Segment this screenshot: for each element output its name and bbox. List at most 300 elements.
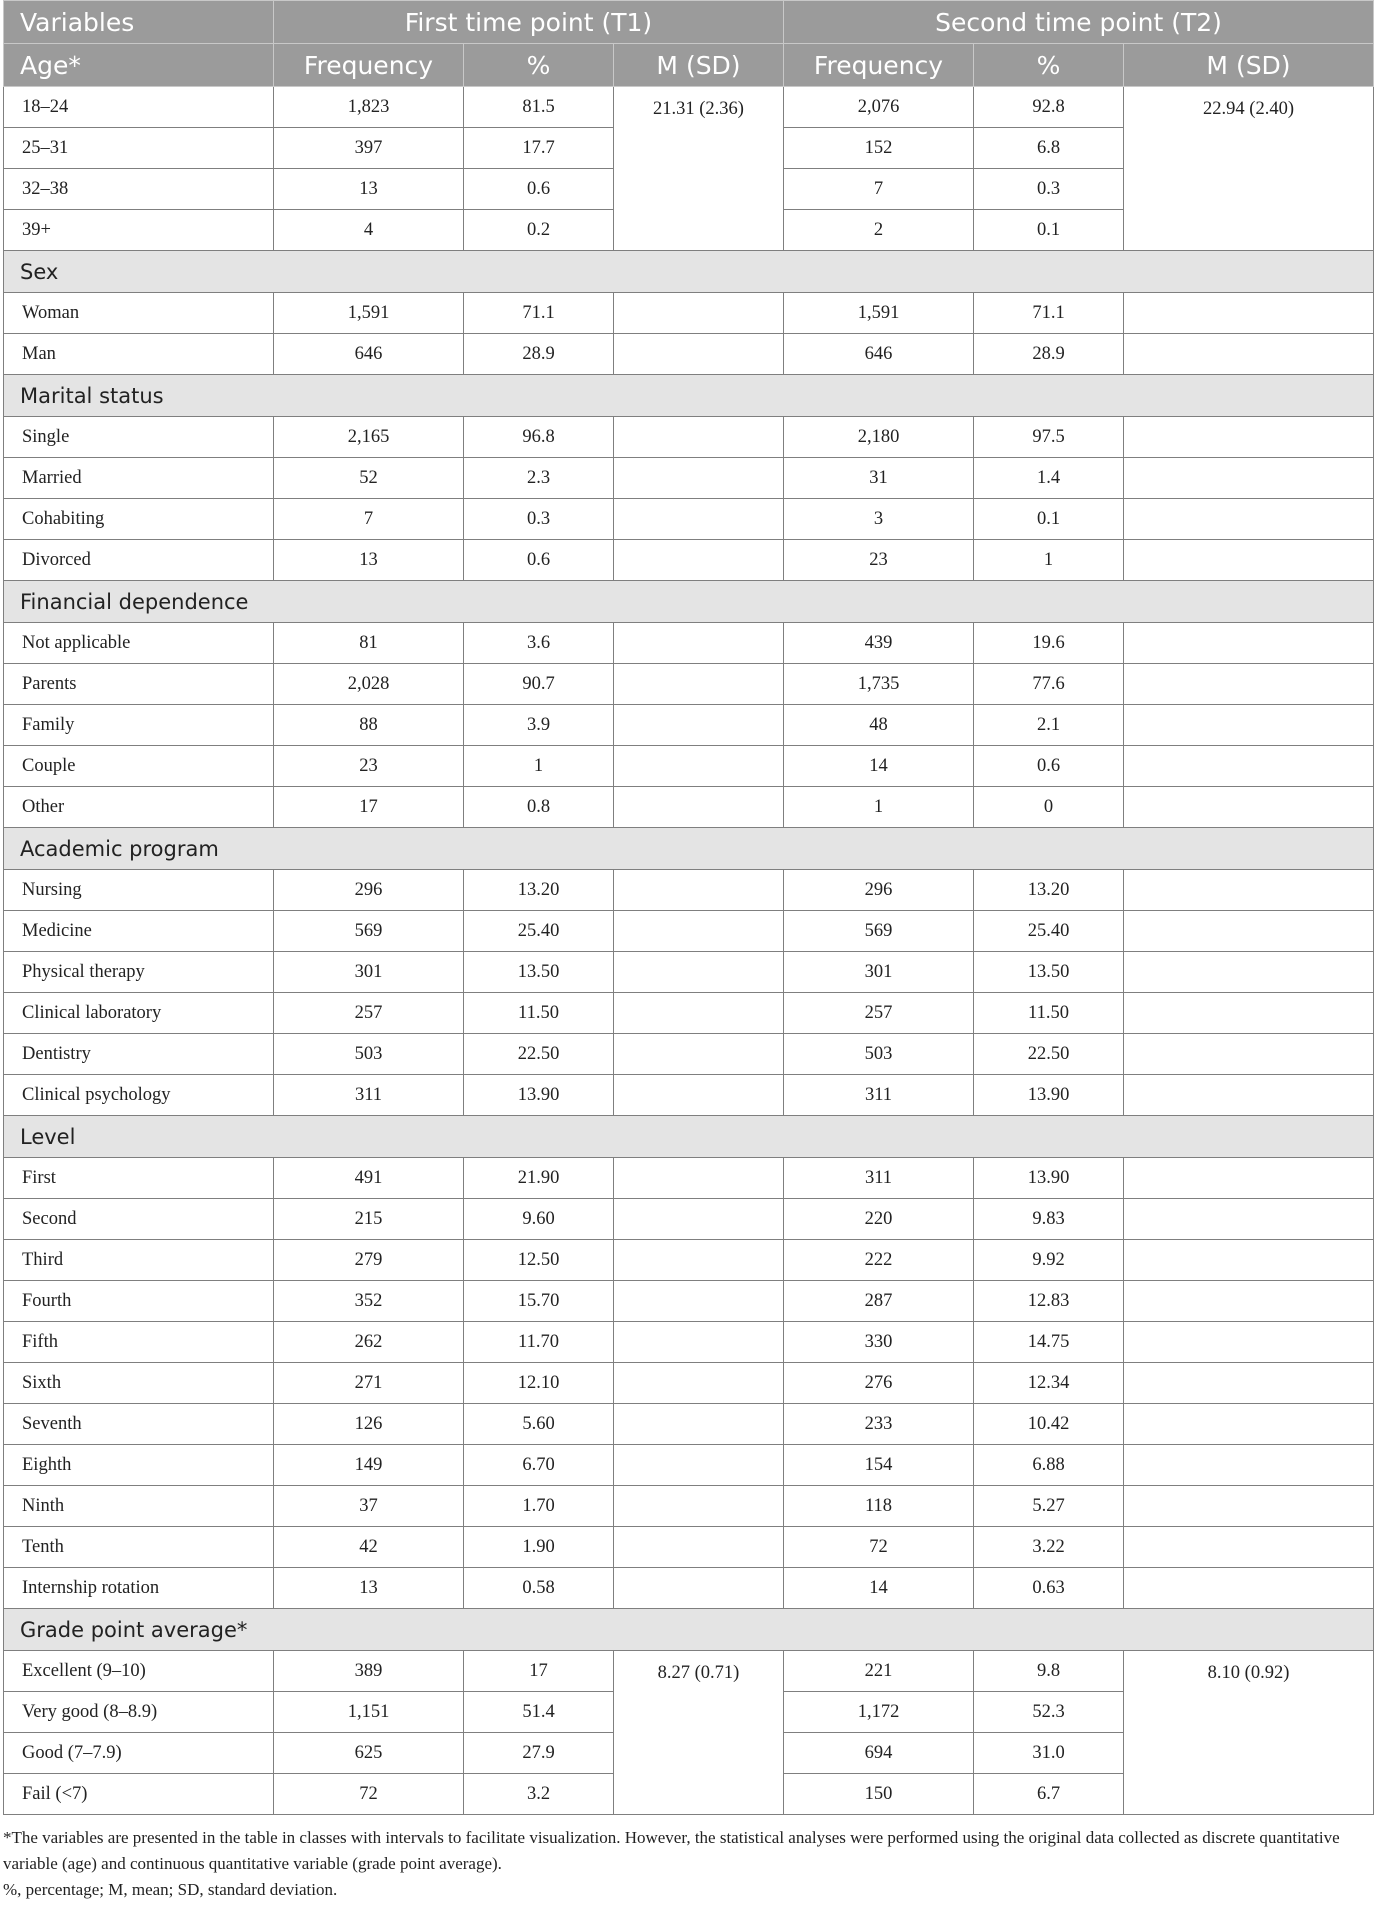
percent-t1: 81.5 bbox=[464, 87, 614, 128]
mean-sd-t2-empty bbox=[1124, 1158, 1374, 1199]
frequency-t2: 222 bbox=[784, 1240, 974, 1281]
header-t2: Second time point (T2) bbox=[784, 1, 1374, 44]
table-row bbox=[4, 787, 1374, 828]
percent-t1: 28.9 bbox=[464, 334, 614, 375]
table-row bbox=[4, 1527, 1374, 1568]
section-header-gpa bbox=[4, 1609, 1374, 1651]
frequency-t2: 31 bbox=[784, 458, 974, 499]
frequency-t1: 262 bbox=[274, 1322, 464, 1363]
percent-t1: 1.90 bbox=[464, 1527, 614, 1568]
table-header bbox=[4, 1, 1374, 87]
header-msd-t2: M (SD) bbox=[1124, 44, 1374, 87]
frequency-t1: 215 bbox=[274, 1199, 464, 1240]
mean-sd-t2-empty bbox=[1124, 1527, 1374, 1568]
mean-sd-t1: 8.27 (0.71) bbox=[614, 1651, 784, 1815]
frequency-t2: 311 bbox=[784, 1158, 974, 1199]
frequency-t2: 287 bbox=[784, 1281, 974, 1322]
frequency-t1: 296 bbox=[274, 870, 464, 911]
frequency-t1: 389 bbox=[274, 1651, 464, 1692]
percent-t2: 25.40 bbox=[974, 911, 1124, 952]
header-t1: First time point (T1) bbox=[274, 1, 784, 44]
mean-sd-t1-empty bbox=[614, 911, 784, 952]
percent-t2: 0.3 bbox=[974, 169, 1124, 210]
row-label: Fourth bbox=[4, 1281, 274, 1322]
percent-t1: 11.70 bbox=[464, 1322, 614, 1363]
percent-t1: 17 bbox=[464, 1651, 614, 1692]
header-percent-t1: % bbox=[464, 44, 614, 87]
row-label: Single bbox=[4, 417, 274, 458]
frequency-t2: 233 bbox=[784, 1404, 974, 1445]
row-label: Fifth bbox=[4, 1322, 274, 1363]
frequency-t2: 220 bbox=[784, 1199, 974, 1240]
percent-t2: 10.42 bbox=[974, 1404, 1124, 1445]
percent-t1: 96.8 bbox=[464, 417, 614, 458]
demographics-table bbox=[3, 0, 1374, 1815]
mean-sd-t2-empty bbox=[1124, 1281, 1374, 1322]
mean-sd-t1-empty bbox=[614, 1199, 784, 1240]
table-row bbox=[4, 870, 1374, 911]
mean-sd-t2-empty bbox=[1124, 1199, 1374, 1240]
row-label: Excellent (9–10) bbox=[4, 1651, 274, 1692]
percent-t2: 12.34 bbox=[974, 1363, 1124, 1404]
percent-t2: 9.83 bbox=[974, 1199, 1124, 1240]
percent-t2: 0.63 bbox=[974, 1568, 1124, 1609]
percent-t2: 0 bbox=[974, 787, 1124, 828]
table-row bbox=[4, 1486, 1374, 1527]
frequency-t1: 149 bbox=[274, 1445, 464, 1486]
frequency-t2: 1,735 bbox=[784, 664, 974, 705]
frequency-t2: 221 bbox=[784, 1651, 974, 1692]
frequency-t1: 2,165 bbox=[274, 417, 464, 458]
frequency-t2: 646 bbox=[784, 334, 974, 375]
frequency-t1: 88 bbox=[274, 705, 464, 746]
row-label: Family bbox=[4, 705, 274, 746]
frequency-t1: 311 bbox=[274, 1075, 464, 1116]
frequency-t1: 13 bbox=[274, 540, 464, 581]
footnote-abbreviations: %, percentage; M, mean; SD, standard deviation. bbox=[3, 1880, 338, 1899]
mean-sd-t1-empty bbox=[614, 705, 784, 746]
row-label: Married bbox=[4, 458, 274, 499]
frequency-t2: 2,076 bbox=[784, 87, 974, 128]
row-label: Not applicable bbox=[4, 623, 274, 664]
section-header-program bbox=[4, 828, 1374, 870]
row-label: 39+ bbox=[4, 210, 274, 251]
table-row bbox=[4, 417, 1374, 458]
frequency-t2: 569 bbox=[784, 911, 974, 952]
mean-sd-t1-empty bbox=[614, 952, 784, 993]
percent-t1: 17.7 bbox=[464, 128, 614, 169]
table-footnotes bbox=[3, 1825, 1371, 1903]
percent-t2: 5.27 bbox=[974, 1486, 1124, 1527]
frequency-t1: 7 bbox=[274, 499, 464, 540]
mean-sd-t2-empty bbox=[1124, 540, 1374, 581]
table-row bbox=[4, 1075, 1374, 1116]
frequency-t1: 52 bbox=[274, 458, 464, 499]
frequency-t2: 154 bbox=[784, 1445, 974, 1486]
percent-t2: 11.50 bbox=[974, 993, 1124, 1034]
table-row bbox=[4, 1445, 1374, 1486]
table-row bbox=[4, 746, 1374, 787]
mean-sd-t2-empty bbox=[1124, 705, 1374, 746]
percent-t1: 13.20 bbox=[464, 870, 614, 911]
mean-sd-t1-empty bbox=[614, 1363, 784, 1404]
mean-sd-t1-empty bbox=[614, 334, 784, 375]
frequency-t1: 1,823 bbox=[274, 87, 464, 128]
table-row bbox=[4, 1568, 1374, 1609]
frequency-t1: 503 bbox=[274, 1034, 464, 1075]
frequency-t2: 150 bbox=[784, 1774, 974, 1815]
section-title: Financial dependence bbox=[4, 581, 1374, 623]
percent-t2: 77.6 bbox=[974, 664, 1124, 705]
percent-t1: 0.8 bbox=[464, 787, 614, 828]
percent-t1: 3.2 bbox=[464, 1774, 614, 1815]
percent-t2: 12.83 bbox=[974, 1281, 1124, 1322]
percent-t2: 6.88 bbox=[974, 1445, 1124, 1486]
mean-sd-t2-empty bbox=[1124, 787, 1374, 828]
percent-t1: 3.9 bbox=[464, 705, 614, 746]
mean-sd-t2-empty bbox=[1124, 993, 1374, 1034]
mean-sd-t2-empty bbox=[1124, 911, 1374, 952]
frequency-t2: 3 bbox=[784, 499, 974, 540]
row-label: First bbox=[4, 1158, 274, 1199]
table-row bbox=[4, 458, 1374, 499]
row-label: Second bbox=[4, 1199, 274, 1240]
percent-t2: 6.7 bbox=[974, 1774, 1124, 1815]
mean-sd-t1-empty bbox=[614, 1158, 784, 1199]
header-frequency-t1: Frequency bbox=[274, 44, 464, 87]
mean-sd-t2-empty bbox=[1124, 1445, 1374, 1486]
frequency-t1: 17 bbox=[274, 787, 464, 828]
percent-t1: 1 bbox=[464, 746, 614, 787]
frequency-t1: 352 bbox=[274, 1281, 464, 1322]
table-row bbox=[4, 952, 1374, 993]
header-row-1 bbox=[4, 1, 1374, 44]
percent-t1: 22.50 bbox=[464, 1034, 614, 1075]
frequency-t1: 257 bbox=[274, 993, 464, 1034]
percent-t1: 1.70 bbox=[464, 1486, 614, 1527]
percent-t1: 25.40 bbox=[464, 911, 614, 952]
table-row bbox=[4, 540, 1374, 581]
row-label: Other bbox=[4, 787, 274, 828]
table-row bbox=[4, 705, 1374, 746]
percent-t1: 0.3 bbox=[464, 499, 614, 540]
table-row bbox=[4, 1404, 1374, 1445]
row-label: 18–24 bbox=[4, 87, 274, 128]
row-label: 32–38 bbox=[4, 169, 274, 210]
mean-sd-t2-empty bbox=[1124, 623, 1374, 664]
mean-sd-t2-empty bbox=[1124, 1568, 1374, 1609]
mean-sd-t1: 21.31 (2.36) bbox=[614, 87, 784, 251]
frequency-t1: 4 bbox=[274, 210, 464, 251]
frequency-t1: 397 bbox=[274, 128, 464, 169]
section-title: Marital status bbox=[4, 375, 1374, 417]
frequency-t2: 2 bbox=[784, 210, 974, 251]
percent-t2: 13.90 bbox=[974, 1075, 1124, 1116]
row-label: Clinical laboratory bbox=[4, 993, 274, 1034]
mean-sd-t1-empty bbox=[614, 1281, 784, 1322]
row-label: Medicine bbox=[4, 911, 274, 952]
row-label: Woman bbox=[4, 293, 274, 334]
header-frequency-t2: Frequency bbox=[784, 44, 974, 87]
section-header-financial bbox=[4, 581, 1374, 623]
mean-sd-t1-empty bbox=[614, 1075, 784, 1116]
frequency-t2: 276 bbox=[784, 1363, 974, 1404]
percent-t1: 13.90 bbox=[464, 1075, 614, 1116]
row-label: Good (7–7.9) bbox=[4, 1733, 274, 1774]
percent-t2: 14.75 bbox=[974, 1322, 1124, 1363]
frequency-t1: 72 bbox=[274, 1774, 464, 1815]
row-label: 25–31 bbox=[4, 128, 274, 169]
table-row bbox=[4, 1651, 1374, 1692]
row-label: Cohabiting bbox=[4, 499, 274, 540]
mean-sd-t2-empty bbox=[1124, 1240, 1374, 1281]
frequency-t2: 301 bbox=[784, 952, 974, 993]
mean-sd-t2-empty bbox=[1124, 458, 1374, 499]
frequency-t1: 301 bbox=[274, 952, 464, 993]
table-row bbox=[4, 1322, 1374, 1363]
mean-sd-t2-empty bbox=[1124, 1075, 1374, 1116]
percent-t1: 51.4 bbox=[464, 1692, 614, 1733]
row-label: Couple bbox=[4, 746, 274, 787]
mean-sd-t2-empty bbox=[1124, 417, 1374, 458]
mean-sd-t1-empty bbox=[614, 1404, 784, 1445]
percent-t1: 0.2 bbox=[464, 210, 614, 251]
percent-t2: 13.20 bbox=[974, 870, 1124, 911]
percent-t1: 90.7 bbox=[464, 664, 614, 705]
table-row bbox=[4, 1158, 1374, 1199]
mean-sd-t2-empty bbox=[1124, 1363, 1374, 1404]
row-label: Tenth bbox=[4, 1527, 274, 1568]
table-row bbox=[4, 1281, 1374, 1322]
section-title: Sex bbox=[4, 251, 1374, 293]
mean-sd-t1-empty bbox=[614, 993, 784, 1034]
percent-t2: 9.92 bbox=[974, 1240, 1124, 1281]
section-title: Level bbox=[4, 1116, 1374, 1158]
frequency-t1: 81 bbox=[274, 623, 464, 664]
header-age: Age* bbox=[4, 44, 274, 87]
mean-sd-t1-empty bbox=[614, 458, 784, 499]
percent-t2: 2.1 bbox=[974, 705, 1124, 746]
frequency-t1: 625 bbox=[274, 1733, 464, 1774]
footnote-asterisk: *The variables are presented in the table in classes with intervals to facilitate visualization. However, the statistical analyses were performed using the original data collected as discrete quantitative variable (age) and continuous quantitative variable (grade point average). bbox=[3, 1828, 1340, 1873]
percent-t2: 13.50 bbox=[974, 952, 1124, 993]
row-label: Third bbox=[4, 1240, 274, 1281]
frequency-t2: 439 bbox=[784, 623, 974, 664]
table-row bbox=[4, 1240, 1374, 1281]
mean-sd-t1-empty bbox=[614, 540, 784, 581]
mean-sd-t2-empty bbox=[1124, 746, 1374, 787]
frequency-t2: 1 bbox=[784, 787, 974, 828]
section-title: Academic program bbox=[4, 828, 1374, 870]
percent-t2: 28.9 bbox=[974, 334, 1124, 375]
mean-sd-t2-empty bbox=[1124, 1404, 1374, 1445]
frequency-t1: 23 bbox=[274, 746, 464, 787]
row-label: Internship rotation bbox=[4, 1568, 274, 1609]
row-label: Divorced bbox=[4, 540, 274, 581]
percent-t2: 0.1 bbox=[974, 499, 1124, 540]
percent-t1: 15.70 bbox=[464, 1281, 614, 1322]
row-label: Eighth bbox=[4, 1445, 274, 1486]
percent-t1: 5.60 bbox=[464, 1404, 614, 1445]
row-label: Sixth bbox=[4, 1363, 274, 1404]
mean-sd-t1-empty bbox=[614, 664, 784, 705]
row-label: Fail (<7) bbox=[4, 1774, 274, 1815]
table-body bbox=[4, 87, 1374, 1815]
row-label: Very good (8–8.9) bbox=[4, 1692, 274, 1733]
frequency-t2: 7 bbox=[784, 169, 974, 210]
table-row bbox=[4, 623, 1374, 664]
mean-sd-t1-empty bbox=[614, 1322, 784, 1363]
frequency-t1: 126 bbox=[274, 1404, 464, 1445]
frequency-t2: 23 bbox=[784, 540, 974, 581]
frequency-t2: 257 bbox=[784, 993, 974, 1034]
mean-sd-t2-empty bbox=[1124, 293, 1374, 334]
header-percent-t2: % bbox=[974, 44, 1124, 87]
percent-t2: 31.0 bbox=[974, 1733, 1124, 1774]
mean-sd-t2-empty bbox=[1124, 1486, 1374, 1527]
percent-t2: 22.50 bbox=[974, 1034, 1124, 1075]
section-header-sex bbox=[4, 251, 1374, 293]
mean-sd-t1-empty bbox=[614, 1240, 784, 1281]
percent-t1: 11.50 bbox=[464, 993, 614, 1034]
table-row bbox=[4, 1199, 1374, 1240]
frequency-t1: 271 bbox=[274, 1363, 464, 1404]
frequency-t1: 37 bbox=[274, 1486, 464, 1527]
percent-t2: 1 bbox=[974, 540, 1124, 581]
frequency-t2: 296 bbox=[784, 870, 974, 911]
percent-t2: 13.90 bbox=[974, 1158, 1124, 1199]
mean-sd-t1-empty bbox=[614, 417, 784, 458]
mean-sd-t2-empty bbox=[1124, 499, 1374, 540]
frequency-t2: 118 bbox=[784, 1486, 974, 1527]
row-label: Parents bbox=[4, 664, 274, 705]
row-label: Seventh bbox=[4, 1404, 274, 1445]
percent-t1: 2.3 bbox=[464, 458, 614, 499]
mean-sd-t2: 8.10 (0.92) bbox=[1124, 1651, 1374, 1815]
percent-t2: 52.3 bbox=[974, 1692, 1124, 1733]
header-msd-t1: M (SD) bbox=[614, 44, 784, 87]
frequency-t1: 569 bbox=[274, 911, 464, 952]
frequency-t2: 14 bbox=[784, 746, 974, 787]
row-label: Dentistry bbox=[4, 1034, 274, 1075]
row-label: Nursing bbox=[4, 870, 274, 911]
frequency-t2: 694 bbox=[784, 1733, 974, 1774]
percent-t2: 3.22 bbox=[974, 1527, 1124, 1568]
section-header-marital bbox=[4, 375, 1374, 417]
frequency-t2: 1,172 bbox=[784, 1692, 974, 1733]
percent-t1: 21.90 bbox=[464, 1158, 614, 1199]
mean-sd-t2-empty bbox=[1124, 1034, 1374, 1075]
mean-sd-t1-empty bbox=[614, 1034, 784, 1075]
row-label: Physical therapy bbox=[4, 952, 274, 993]
frequency-t1: 2,028 bbox=[274, 664, 464, 705]
percent-t2: 97.5 bbox=[974, 417, 1124, 458]
percent-t2: 9.8 bbox=[974, 1651, 1124, 1692]
percent-t1: 0.58 bbox=[464, 1568, 614, 1609]
mean-sd-t1-empty bbox=[614, 870, 784, 911]
mean-sd-t1-empty bbox=[614, 1527, 784, 1568]
frequency-t1: 279 bbox=[274, 1240, 464, 1281]
percent-t1: 0.6 bbox=[464, 169, 614, 210]
frequency-t2: 152 bbox=[784, 128, 974, 169]
percent-t2: 0.1 bbox=[974, 210, 1124, 251]
percent-t2: 92.8 bbox=[974, 87, 1124, 128]
mean-sd-t1-empty bbox=[614, 623, 784, 664]
frequency-t2: 311 bbox=[784, 1075, 974, 1116]
percent-t1: 13.50 bbox=[464, 952, 614, 993]
table-row bbox=[4, 334, 1374, 375]
mean-sd-t2-empty bbox=[1124, 1322, 1374, 1363]
frequency-t1: 1,151 bbox=[274, 1692, 464, 1733]
mean-sd-t1-empty bbox=[614, 1445, 784, 1486]
frequency-t1: 646 bbox=[274, 334, 464, 375]
frequency-t1: 491 bbox=[274, 1158, 464, 1199]
header-variables: Variables bbox=[4, 1, 274, 44]
section-title: Grade point average* bbox=[4, 1609, 1374, 1651]
mean-sd-t1-empty bbox=[614, 1568, 784, 1609]
table-row bbox=[4, 1363, 1374, 1404]
percent-t2: 6.8 bbox=[974, 128, 1124, 169]
percent-t2: 19.6 bbox=[974, 623, 1124, 664]
row-label: Clinical psychology bbox=[4, 1075, 274, 1116]
mean-sd-t2-empty bbox=[1124, 952, 1374, 993]
table-row bbox=[4, 1034, 1374, 1075]
percent-t1: 27.9 bbox=[464, 1733, 614, 1774]
section-header-level bbox=[4, 1116, 1374, 1158]
header-row-2 bbox=[4, 44, 1374, 87]
frequency-t1: 13 bbox=[274, 1568, 464, 1609]
mean-sd-t1-empty bbox=[614, 787, 784, 828]
table-row bbox=[4, 87, 1374, 128]
percent-t1: 71.1 bbox=[464, 293, 614, 334]
percent-t1: 9.60 bbox=[464, 1199, 614, 1240]
percent-t1: 12.50 bbox=[464, 1240, 614, 1281]
table-row bbox=[4, 911, 1374, 952]
mean-sd-t2-empty bbox=[1124, 334, 1374, 375]
mean-sd-t1-empty bbox=[614, 1486, 784, 1527]
percent-t2: 0.6 bbox=[974, 746, 1124, 787]
table-row bbox=[4, 499, 1374, 540]
row-label: Ninth bbox=[4, 1486, 274, 1527]
frequency-t2: 2,180 bbox=[784, 417, 974, 458]
frequency-t2: 1,591 bbox=[784, 293, 974, 334]
mean-sd-t1-empty bbox=[614, 746, 784, 787]
frequency-t2: 72 bbox=[784, 1527, 974, 1568]
frequency-t1: 13 bbox=[274, 169, 464, 210]
percent-t1: 12.10 bbox=[464, 1363, 614, 1404]
frequency-t2: 14 bbox=[784, 1568, 974, 1609]
table-row bbox=[4, 993, 1374, 1034]
percent-t1: 6.70 bbox=[464, 1445, 614, 1486]
table-row bbox=[4, 293, 1374, 334]
percent-t1: 3.6 bbox=[464, 623, 614, 664]
mean-sd-t2-empty bbox=[1124, 870, 1374, 911]
row-label: Man bbox=[4, 334, 274, 375]
percent-t1: 0.6 bbox=[464, 540, 614, 581]
frequency-t2: 503 bbox=[784, 1034, 974, 1075]
mean-sd-t1-empty bbox=[614, 293, 784, 334]
mean-sd-t2-empty bbox=[1124, 664, 1374, 705]
mean-sd-t1-empty bbox=[614, 499, 784, 540]
frequency-t1: 42 bbox=[274, 1527, 464, 1568]
percent-t2: 1.4 bbox=[974, 458, 1124, 499]
table-row bbox=[4, 664, 1374, 705]
mean-sd-t2: 22.94 (2.40) bbox=[1124, 87, 1374, 251]
percent-t2: 71.1 bbox=[974, 293, 1124, 334]
frequency-t1: 1,591 bbox=[274, 293, 464, 334]
frequency-t2: 48 bbox=[784, 705, 974, 746]
frequency-t2: 330 bbox=[784, 1322, 974, 1363]
